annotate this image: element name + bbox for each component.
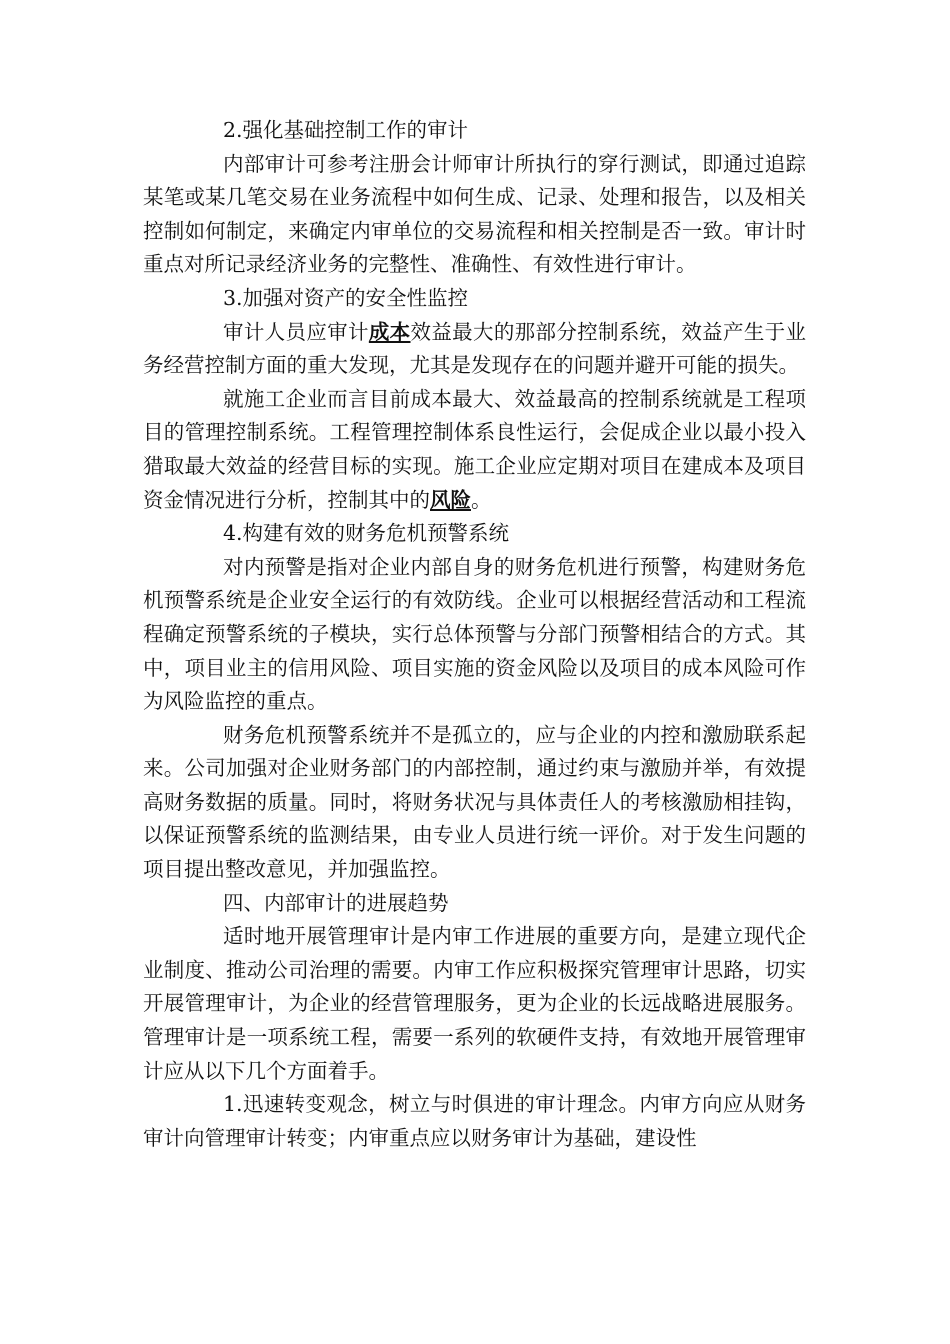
document-body <box>143 114 806 1155</box>
heading-asset-safety-monitoring: 3.加强对资产的安全性监控 <box>223 285 469 310</box>
paragraph-change-concept: 1.迅速转变观念，树立与时俱进的审计理念。内审方向应从财务审计向管理审计转变；内审重点应以财务审计为基础，建设性 <box>143 1092 806 1150</box>
paragraph-construction-enterprise-control <box>143 383 806 517</box>
heading-strengthen-basic-control-audit: 2.强化基础控制工作的审计 <box>223 118 469 142</box>
paragraph-walkthrough-test: 内部审计可参考注册会计师审计所执行的穿行测试，即通过追踪某笔或某几笔交易在业务流程中如何生成、记录、处理和报告，以及相关控制如何制定，来确定内审单位的交易流程和相关控制是否一致。审计时重点对所记录经济业务的完整性、准确性、有效性进行审计。 <box>143 151 806 277</box>
heading-internal-audit-trends: 四、内部审计的进展趋势 <box>223 890 449 915</box>
paragraph-cost-benefit-control <box>143 316 806 383</box>
paragraph-text: 审计人员应审计 <box>223 319 369 344</box>
paragraph-internal-warning: 对内预警是指对企业内部自身的财务危机进行预警，构建财务危机预警系统是企业安全运行的有效防线。企业可以根据经营活动和工程流程确定预警系统的子模块，实行总体预警与分部门预警相结合的方式。其中，项目业主的信用风险、项目实施的资金风险以及项目的成本风险可作为风险监控的重点。 <box>143 554 806 714</box>
link-cost[interactable]: 成本 <box>368 319 411 344</box>
paragraph-warning-system-integration: 财务危机预警系统并不是孤立的，应与企业的内控和激励联系起来。公司加强对企业财务部门的内部控制，通过约束与激励并举，有效提高财务数据的质量。同时，将财务状况与具体责任人的考核激励相挂钩，以保证预警系统的监测结果，由专业人员进行统一评价。对于发生问题的项目提出整改意见，并加强监控。 <box>143 722 806 882</box>
paragraph-text: 。 <box>471 487 492 512</box>
paragraph-text: 就施工企业而言目前成本最大、效益最高的控制系统就是工程项目的管理控制系统。工程管理控制体系良性运行，会促成企业以最小投入猎取最大效益的经营目标的实现。施工企业应定期对项目在建成本及项目资金情况进行分析，控制其中的 <box>143 386 806 512</box>
paragraph-text: 效益最大的那部分控制系统，效益产生于业务经营控制方面的重大发现，尤其是发现存在的问题并避开可能的损失。 <box>143 319 807 378</box>
heading-financial-crisis-warning-system: 4.构建有效的财务危机预警系统 <box>223 521 510 546</box>
paragraph-management-audit: 适时地开展管理审计是内审工作进展的重要方向，是建立现代企业制度、推动公司治理的需要。内审工作应积极探究管理审计思路，切实开展管理审计，为企业的经营管理服务，更为企业的长远战略进展服务。管理审计是一项系统工程，需要一系列的软硬件支持，有效地开展管理审计应从以下几个方面着手。 <box>143 924 806 1083</box>
link-risk[interactable]: 风险 <box>430 487 471 512</box>
